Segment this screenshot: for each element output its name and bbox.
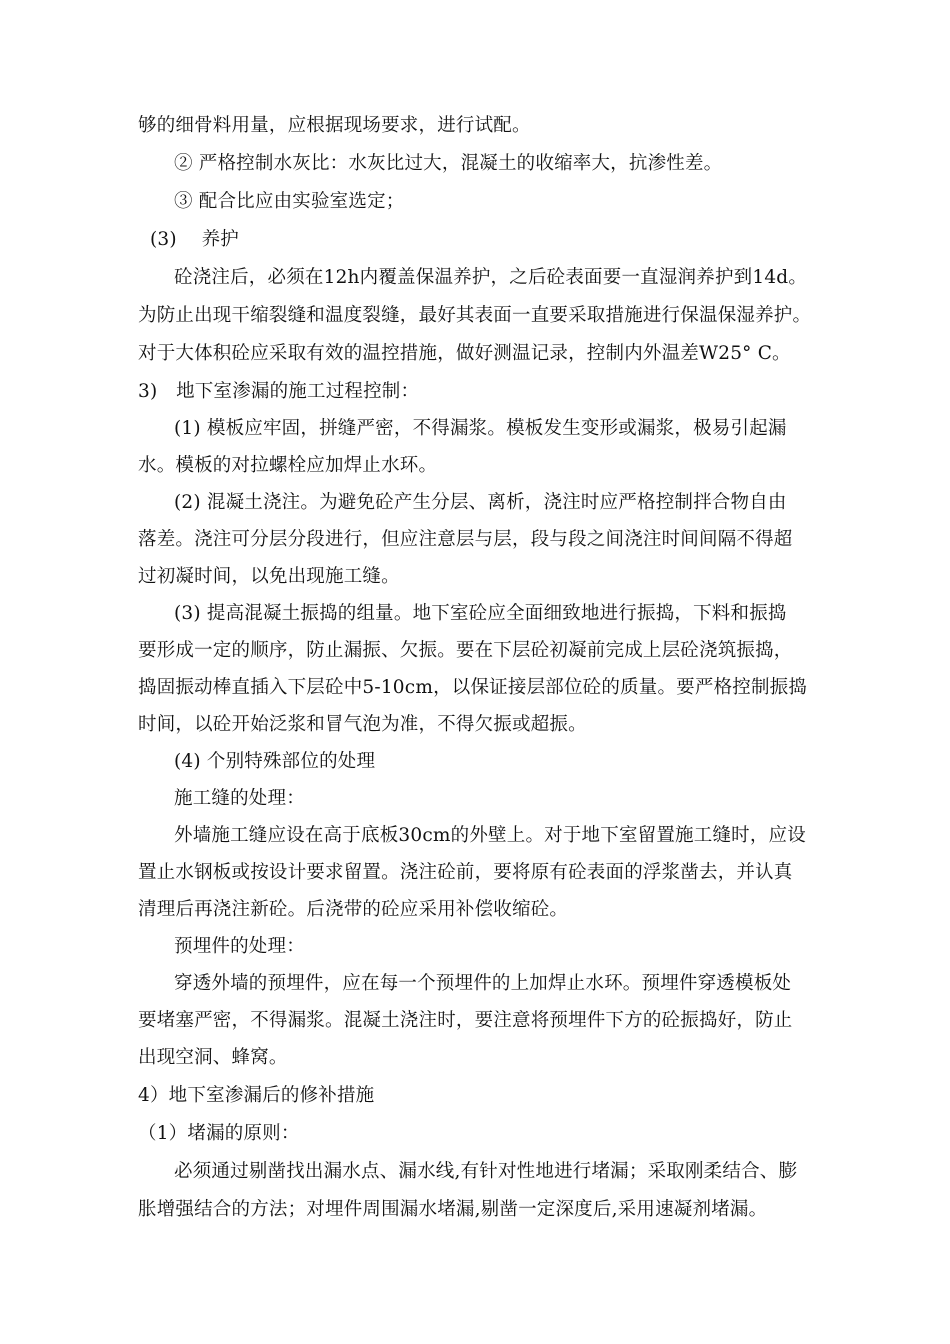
text-line: 要形成一定的顺序，防止漏振、欠振。要在下层砼初凝前完成上层砼浇筑振捣， — [138, 640, 793, 661]
text-line: ② 严格控制水灰比：水灰比过大，混凝土的收缩率大，抗渗性差。 — [174, 153, 723, 174]
text-line: 置止水钢板或按设计要求留置。浇注砼前，要将原有砼表面的浮浆凿去，并认真 — [138, 862, 793, 883]
text-line: 要堵塞严密，不得漏浆。混凝土浇注时，要注意将预埋件下方的砼振捣好，防止 — [138, 1010, 793, 1031]
section-heading: 4）地下室渗漏后的修补措施 — [138, 1085, 375, 1106]
text-line: 捣固振动棒直插入下层砼中5-10cm，以保证接层部位砼的质量。要严格控制振捣 — [138, 677, 808, 698]
text-line: 胀增强结合的方法；对埋件周围漏水堵漏,剔凿一定深度后,采用速凝剂堵漏。 — [138, 1199, 768, 1220]
subheading: 施工缝的处理： — [174, 788, 305, 809]
text-line: 水。模板的对拉螺栓应加焊止水环。 — [138, 455, 438, 476]
text-line: 砼浇注后，必须在12h内覆盖保温养护，之后砼表面要一直湿润养护到14d。 — [174, 267, 808, 288]
text-line: 够的细骨料用量，应根据现场要求，进行试配。 — [138, 115, 531, 136]
text-line: 为防止出现干缩裂缝和温度裂缝，最好其表面一直要采取措施进行保温保湿养护。 — [138, 305, 812, 326]
text-line: (3) 提高混凝土振捣的组量。地下室砼应全面细致地进行振捣，下料和振捣 — [174, 603, 787, 624]
section-heading: (4) 个别特殊部位的处理 — [174, 751, 376, 772]
text-line: (1) 模板应牢固，拼缝严密，不得漏浆。模板发生变形或漏浆，极易引起漏 — [174, 418, 787, 439]
section-heading: 3) 地下室渗漏的施工过程控制： — [138, 381, 420, 402]
subheading: 预埋件的处理： — [174, 936, 305, 957]
text-line: 过初凝时间，以免出现施工缝。 — [138, 566, 400, 587]
text-line: 穿透外墙的预埋件，应在每一个预埋件的上加焊止水环。预埋件穿透模板处 — [174, 973, 792, 994]
text-line: ③ 配合比应由实验室选定； — [174, 191, 405, 212]
text-line: 对于大体积砼应采取有效的温控措施，做好测温记录，控制内外温差W25° C。 — [138, 343, 791, 364]
text-line: 时间，以砼开始泛浆和冒气泡为准，不得欠振或超振。 — [138, 714, 587, 735]
text-line: 出现空洞、蜂窝。 — [138, 1047, 288, 1068]
text-line: 外墙施工缝应设在高于底板30cm的外壁上。对于地下室留置施工缝时，应设 — [174, 825, 806, 846]
text-line: 清理后再浇注新砼。后浇带的砼应采用补偿收缩砼。 — [138, 899, 569, 920]
section-heading: (3) 养护 — [150, 229, 239, 250]
text-line: 必须通过剔凿找出漏水点、漏水线,有针对性地进行堵漏；采取刚柔结合、膨 — [174, 1161, 798, 1182]
section-heading: （1）堵漏的原则： — [138, 1123, 300, 1144]
text-line: 落差。浇注可分层分段进行，但应注意层与层，段与段之间浇注时间间隔不得超 — [138, 529, 793, 550]
text-line: (2) 混凝土浇注。为避免砼产生分层、离析，浇注时应严格控制拌合物自由 — [174, 492, 787, 513]
